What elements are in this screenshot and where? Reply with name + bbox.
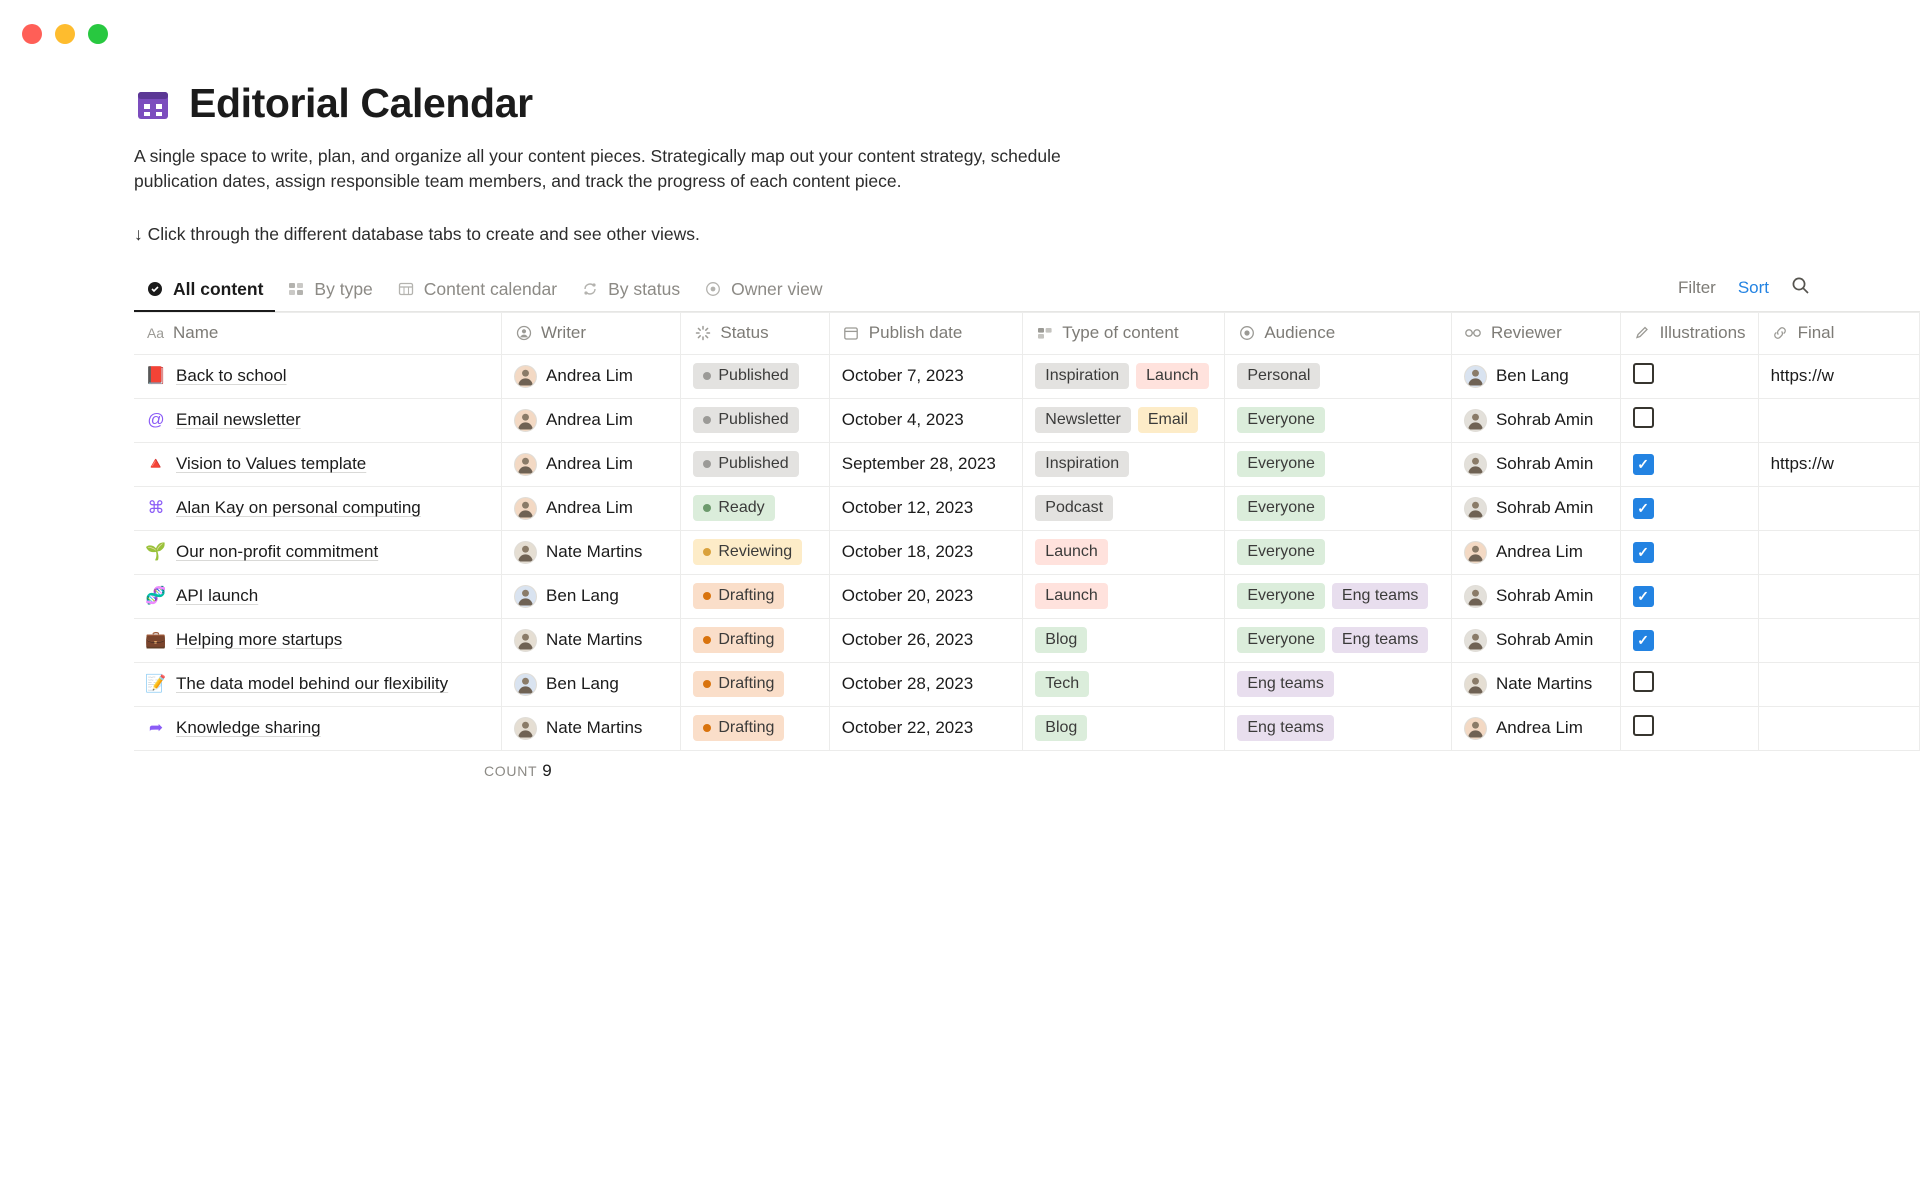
avatar (1464, 409, 1487, 432)
writer-name: Andrea Lim (546, 454, 633, 474)
pill-label: Eng teams (1247, 675, 1324, 693)
tag-pill (1035, 583, 1108, 609)
row-title[interactable]: Helping more startups (176, 630, 343, 650)
cell-writer[interactable] (502, 486, 681, 530)
cell-final[interactable] (1758, 618, 1919, 662)
cell-status[interactable] (681, 398, 829, 442)
cell-status[interactable] (681, 662, 829, 706)
column-header-writer[interactable] (502, 312, 681, 354)
tag-pill (1237, 407, 1325, 433)
filter-button[interactable]: Filter (1678, 277, 1716, 297)
tag-pill (1035, 407, 1131, 433)
cell-audience[interactable] (1225, 398, 1452, 442)
tag-pill (693, 539, 802, 565)
pill-label: Published (718, 411, 789, 429)
tag-pill (693, 627, 784, 653)
avatar (1464, 673, 1487, 696)
avatar (1464, 365, 1487, 388)
pill-label: Eng teams (1341, 587, 1419, 605)
cell-type-of-content[interactable] (1023, 618, 1225, 662)
column-label: Type of content (1062, 323, 1179, 343)
close-window-button[interactable] (22, 24, 42, 44)
page-description: A single space to write, plan, and organize all your content pieces. Strategically map out your content strategy, schedule publication dates, assign responsible team members, and track the progress of each content piece. (134, 146, 1061, 191)
multiselect-icon (1035, 324, 1054, 343)
pill-label: Blog (1045, 719, 1078, 737)
cell-status[interactable] (681, 574, 829, 618)
pill-label: Podcast (1045, 499, 1104, 517)
column-label: Final (1797, 323, 1835, 343)
window-controls (22, 24, 108, 44)
avatar (514, 673, 537, 696)
tag-pill (1237, 627, 1325, 653)
page-header (134, 80, 1920, 127)
table-row[interactable] (134, 354, 1920, 398)
cell-name[interactable] (134, 574, 502, 618)
illustrations-checkbox[interactable] (1633, 363, 1654, 384)
cell-writer[interactable] (502, 530, 681, 574)
pill-label: Everyone (1247, 455, 1315, 473)
cell-publish-date[interactable]: October 4, 2023 (829, 398, 1023, 442)
column-header-status[interactable] (681, 312, 829, 354)
cell-publish-date[interactable]: September 28, 2023 (829, 442, 1023, 486)
tab-label: Owner view (731, 278, 823, 299)
cell-publish-date[interactable]: October 28, 2023 (829, 662, 1023, 706)
tag-pill (693, 407, 798, 433)
glasses-icon (1464, 324, 1483, 343)
column-label: Status (720, 323, 769, 343)
row-title[interactable]: Alan Kay on personal computing (176, 498, 421, 518)
illustrations-checkbox[interactable] (1633, 542, 1654, 563)
cell-status[interactable] (681, 530, 829, 574)
reviewer-name: Nate Martins (1495, 674, 1593, 694)
tag-pill (1035, 715, 1087, 741)
pill-label: Launch (1146, 367, 1199, 385)
row-emoji-icon: 📝 (145, 674, 167, 694)
database-tabs-bar (134, 273, 1920, 312)
cell-final[interactable] (1758, 530, 1919, 574)
cell-audience[interactable] (1225, 530, 1452, 574)
status-dot (703, 416, 711, 424)
pill-label: Eng teams (1247, 719, 1324, 737)
cell-reviewer[interactable] (1451, 706, 1620, 750)
column-label: Name (173, 323, 219, 343)
cell-audience[interactable] (1225, 486, 1452, 530)
pill-label: Drafting (718, 719, 775, 737)
cell-final[interactable] (1758, 486, 1919, 530)
page-title: Editorial Calendar (189, 80, 533, 126)
pill-label: Drafting (718, 587, 775, 605)
row-title[interactable]: API launch (176, 586, 259, 606)
cell-writer[interactable] (502, 442, 681, 486)
reviewer-name: Sohrab Amin (1495, 498, 1594, 518)
pill-label: Ready (718, 499, 765, 517)
tag-pill (1237, 583, 1325, 609)
reviewer-name: Andrea Lim (1495, 718, 1583, 738)
table-row[interactable] (134, 530, 1920, 574)
cell-status[interactable] (681, 706, 829, 750)
row-title[interactable]: Vision to Values template (176, 454, 367, 474)
by-status-icon (581, 280, 599, 298)
avatar (514, 717, 537, 740)
row-title[interactable]: The data model behind our flexibility (176, 674, 449, 694)
cell-type-of-content[interactable] (1023, 486, 1225, 530)
table-body (134, 354, 1920, 750)
cell-status[interactable] (681, 442, 829, 486)
cell-reviewer[interactable] (1451, 530, 1620, 574)
cell-writer[interactable] (502, 706, 681, 750)
pill-label: Reviewing (718, 543, 793, 561)
pill-label: Inspiration (1045, 367, 1120, 385)
cell-illustrations[interactable] (1620, 530, 1758, 574)
tag-pill (1332, 583, 1428, 609)
cell-type-of-content[interactable] (1023, 530, 1225, 574)
text-type-icon: Aa (146, 325, 165, 342)
tab-by-status[interactable] (569, 273, 692, 311)
avatar (514, 629, 537, 652)
tag-pill (693, 671, 784, 697)
tag-pill (1237, 495, 1325, 521)
writer-name: Andrea Lim (546, 410, 633, 430)
row-emoji-icon: ⌘ (147, 498, 165, 518)
pill-label: Personal (1247, 367, 1311, 385)
avatar (1464, 629, 1487, 652)
pill-label: Everyone (1247, 411, 1315, 429)
writer-name: Ben Lang (546, 586, 619, 606)
cell-name[interactable] (134, 662, 502, 706)
tab-by-type[interactable] (275, 273, 384, 311)
table-row[interactable] (134, 662, 1920, 706)
tag-pill (1035, 451, 1129, 477)
row-emoji-icon: ➦ (148, 718, 164, 738)
cell-type-of-content[interactable] (1023, 662, 1225, 706)
table-row[interactable] (134, 442, 1920, 486)
reviewer-name: Sohrab Amin (1495, 410, 1594, 430)
status-dot (703, 548, 711, 556)
tab-owner-view[interactable] (692, 273, 834, 311)
column-header-publish-date[interactable] (829, 312, 1023, 354)
column-label: Writer (541, 323, 587, 343)
column-label: Reviewer (1490, 323, 1562, 343)
reviewer-name: Ben Lang (1495, 366, 1569, 386)
column-header-type-of-content[interactable] (1023, 312, 1225, 354)
illustrations-checkbox[interactable] (1633, 498, 1654, 519)
minimize-window-button[interactable] (55, 24, 75, 44)
status-dot (703, 680, 711, 688)
tag-pill (1035, 671, 1089, 697)
target-icon (1237, 324, 1256, 343)
tab-all-content[interactable] (134, 273, 275, 311)
cell-type-of-content[interactable] (1023, 354, 1225, 398)
search-icon[interactable] (1791, 276, 1810, 300)
avatar (514, 585, 537, 608)
cell-reviewer[interactable] (1451, 574, 1620, 618)
cell-status[interactable] (681, 618, 829, 662)
cell-publish-date[interactable]: October 20, 2023 (829, 574, 1023, 618)
cell-reviewer[interactable] (1451, 486, 1620, 530)
table-header-row (134, 312, 1920, 354)
pill-label: Email (1147, 411, 1188, 429)
cell-final[interactable] (1758, 442, 1919, 486)
avatar (1464, 585, 1487, 608)
table-row[interactable] (134, 618, 1920, 662)
final-link[interactable]: https://w (1770, 366, 1834, 386)
tag-pill (1136, 363, 1209, 389)
cell-writer[interactable] (502, 574, 681, 618)
table-toolbar (1678, 276, 1810, 311)
reviewer-name: Sohrab Amin (1495, 586, 1594, 606)
column-label: Illustrations (1659, 323, 1746, 343)
tag-pill (693, 363, 798, 389)
writer-name: Nate Martins (546, 718, 643, 738)
cell-reviewer[interactable] (1451, 442, 1620, 486)
tag-pill (1332, 627, 1428, 653)
calendar-icon (842, 324, 861, 343)
cell-audience[interactable] (1225, 354, 1452, 398)
pill-label: Inspiration (1045, 455, 1120, 473)
row-title[interactable]: Knowledge sharing (176, 718, 321, 738)
by-type-icon (287, 280, 305, 298)
cell-illustrations[interactable] (1620, 398, 1758, 442)
person-icon (514, 324, 533, 343)
page-root (0, 60, 1920, 781)
cell-illustrations[interactable] (1620, 354, 1758, 398)
status-dot (703, 504, 711, 512)
cell-type-of-content[interactable] (1023, 706, 1225, 750)
pencil-icon (1633, 324, 1652, 343)
all-content-icon (146, 280, 164, 298)
avatar (514, 453, 537, 476)
cell-type-of-content[interactable] (1023, 574, 1225, 618)
tag-pill (1138, 407, 1198, 433)
row-title[interactable]: Our non-profit commitment (176, 542, 379, 562)
illustrations-checkbox[interactable] (1633, 586, 1654, 607)
row-emoji-icon: 💼 (145, 630, 167, 650)
content-calendar-icon (397, 280, 415, 298)
pill-label: Everyone (1247, 587, 1315, 605)
tag-pill (1035, 363, 1129, 389)
cell-audience[interactable] (1225, 706, 1452, 750)
tag-pill (1237, 363, 1320, 389)
cell-status[interactable] (681, 486, 829, 530)
cell-audience[interactable] (1225, 442, 1452, 486)
illustrations-checkbox[interactable] (1633, 454, 1654, 475)
writer-name: Nate Martins (546, 630, 643, 650)
cell-name[interactable] (134, 486, 502, 530)
pill-label: Drafting (718, 675, 775, 693)
reviewer-name: Sohrab Amin (1495, 454, 1594, 474)
cell-audience[interactable] (1225, 662, 1452, 706)
status-dot (703, 372, 711, 380)
cell-writer[interactable] (502, 354, 681, 398)
row-emoji-icon: @ (147, 410, 165, 430)
cell-writer[interactable] (502, 398, 681, 442)
tag-pill (1035, 495, 1113, 521)
table-row[interactable] (134, 706, 1920, 750)
cell-reviewer[interactable] (1451, 398, 1620, 442)
tag-pill (1035, 539, 1108, 565)
illustrations-checkbox[interactable] (1633, 630, 1654, 651)
database-table-scroll[interactable] (134, 312, 1920, 751)
table-row[interactable] (134, 486, 1920, 530)
column-header-audience[interactable] (1225, 312, 1452, 354)
tag-pill (1237, 671, 1333, 697)
table-row[interactable] (134, 574, 1920, 618)
cell-final[interactable] (1758, 706, 1919, 750)
cell-reviewer[interactable] (1451, 618, 1620, 662)
cell-type-of-content[interactable] (1023, 398, 1225, 442)
status-dot (703, 460, 711, 468)
tag-pill (1237, 539, 1325, 565)
cell-illustrations[interactable] (1620, 706, 1758, 750)
cell-illustrations[interactable] (1620, 442, 1758, 486)
cell-type-of-content[interactable] (1023, 442, 1225, 486)
avatar (1464, 541, 1487, 564)
cell-final[interactable] (1758, 662, 1919, 706)
cell-audience[interactable] (1225, 618, 1452, 662)
cell-publish-date[interactable]: October 18, 2023 (829, 530, 1023, 574)
column-header-illustrations[interactable] (1620, 312, 1758, 354)
writer-name: Andrea Lim (546, 498, 633, 518)
count-value: 9 (542, 760, 552, 780)
tab-label: By status (608, 278, 681, 299)
cell-status[interactable] (681, 354, 829, 398)
tag-pill (1237, 451, 1325, 477)
pill-label: Newsletter (1045, 411, 1121, 429)
avatar (514, 541, 537, 564)
pill-label: Blog (1045, 631, 1078, 649)
avatar (514, 497, 537, 520)
writer-name: Ben Lang (546, 674, 619, 694)
status-dot (703, 724, 711, 732)
avatar (514, 365, 537, 388)
avatar (514, 409, 537, 432)
sort-button[interactable]: Sort (1737, 277, 1769, 297)
tab-label: All content (173, 278, 264, 299)
row-title[interactable]: Email newsletter (176, 410, 301, 430)
cell-illustrations[interactable] (1620, 486, 1758, 530)
cell-name[interactable] (134, 398, 502, 442)
pill-label: Drafting (718, 631, 775, 649)
cell-name[interactable] (134, 354, 502, 398)
database-tabs (134, 273, 835, 311)
cell-publish-date[interactable]: October 12, 2023 (829, 486, 1023, 530)
page-hint: ↓ Click through the different database tabs to create and see other views. (134, 223, 700, 244)
cell-final[interactable] (1758, 354, 1919, 398)
pill-label: Launch (1045, 543, 1098, 561)
writer-name: Nate Martins (546, 542, 643, 562)
cell-final[interactable] (1758, 398, 1919, 442)
cell-writer[interactable] (502, 662, 681, 706)
cell-reviewer[interactable] (1451, 662, 1620, 706)
pill-label: Launch (1045, 587, 1098, 605)
row-emoji-icon: 🧬 (145, 586, 167, 606)
writer-name: Andrea Lim (546, 366, 633, 386)
tab-label: By type (314, 278, 373, 299)
database-table (134, 312, 1920, 751)
row-emoji-icon: 🌱 (145, 542, 167, 562)
pill-label: Published (718, 367, 789, 385)
page-content (0, 80, 1920, 781)
tab-label: Content calendar (423, 278, 558, 299)
row-emoji-icon: 📕 (145, 366, 167, 386)
status-dot (703, 592, 711, 600)
calendar-icon (134, 85, 172, 123)
avatar (1464, 497, 1487, 520)
column-label: Publish date (868, 323, 963, 343)
link-icon (1771, 324, 1790, 343)
pill-label: Everyone (1247, 499, 1315, 517)
tag-pill (693, 583, 784, 609)
cell-reviewer[interactable] (1451, 354, 1620, 398)
illustrations-checkbox[interactable] (1633, 671, 1654, 692)
tag-pill (1035, 627, 1087, 653)
status-dot (703, 636, 711, 644)
cell-name[interactable] (134, 618, 502, 662)
cell-illustrations[interactable] (1620, 662, 1758, 706)
cell-final[interactable] (1758, 574, 1919, 618)
cell-name[interactable] (134, 442, 502, 486)
column-header-name[interactable] (134, 312, 502, 354)
status-icon (693, 324, 712, 343)
avatar (1464, 453, 1487, 476)
cell-name[interactable] (134, 706, 502, 750)
cell-name[interactable] (134, 530, 502, 574)
row-title[interactable]: Back to school (176, 366, 287, 386)
table-footer-count[interactable] (134, 761, 1920, 781)
tag-pill (693, 715, 784, 741)
cell-illustrations[interactable] (1620, 618, 1758, 662)
final-link[interactable]: https://w (1770, 454, 1834, 474)
row-emoji-icon: 🔺 (145, 454, 167, 474)
illustrations-checkbox[interactable] (1633, 715, 1654, 736)
tag-pill (1237, 715, 1333, 741)
cell-writer[interactable] (502, 618, 681, 662)
tab-content-calendar[interactable] (385, 273, 569, 311)
zoom-window-button[interactable] (88, 24, 108, 44)
cell-illustrations[interactable] (1620, 574, 1758, 618)
avatar (1464, 717, 1487, 740)
cell-publish-date[interactable]: October 22, 2023 (829, 706, 1023, 750)
reviewer-name: Sohrab Amin (1495, 630, 1594, 650)
owner-view-icon (704, 280, 722, 298)
tag-pill (693, 495, 774, 521)
count-label: COUNT (484, 762, 538, 779)
reviewer-name: Andrea Lim (1495, 542, 1583, 562)
cell-audience[interactable] (1225, 574, 1452, 618)
illustrations-checkbox[interactable] (1633, 407, 1654, 428)
table-row[interactable] (134, 398, 1920, 442)
tag-pill (693, 451, 798, 477)
pill-label: Tech (1045, 675, 1080, 693)
pill-label: Everyone (1247, 543, 1315, 561)
column-header-final[interactable] (1758, 312, 1919, 354)
pill-label: Everyone (1247, 631, 1315, 649)
column-header-reviewer[interactable] (1451, 312, 1620, 354)
pill-label: Published (718, 455, 789, 473)
cell-publish-date[interactable]: October 26, 2023 (829, 618, 1023, 662)
cell-publish-date[interactable]: October 7, 2023 (829, 354, 1023, 398)
column-label: Audience (1264, 323, 1336, 343)
pill-label: Eng teams (1341, 631, 1419, 649)
